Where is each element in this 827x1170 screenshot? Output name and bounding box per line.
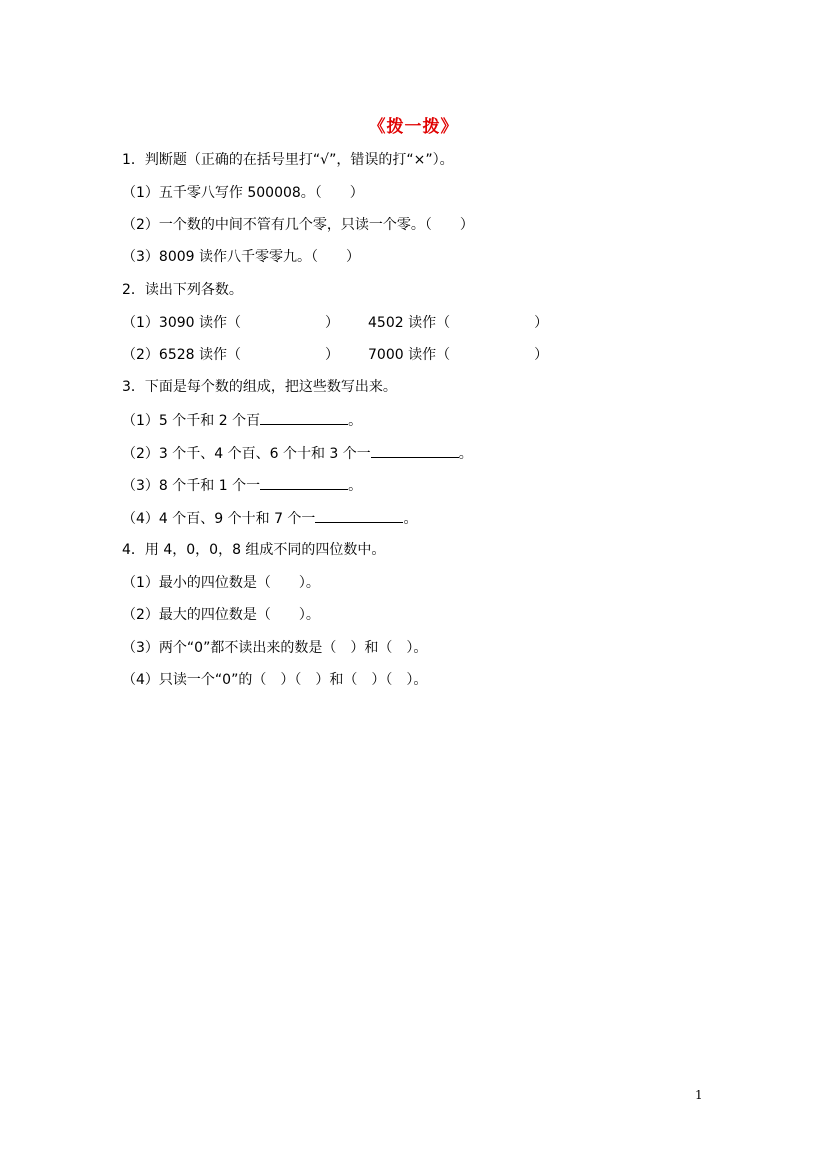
answer-blank[interactable] [260, 410, 348, 425]
question-1-item-2: （2）一个数的中间不管有几个零，只读一个零。（ ） [122, 217, 474, 233]
question-3-item-4-end: 。 [403, 511, 418, 527]
question-2-row-1-right: 4502 读作（ ） [368, 315, 549, 331]
question-4-heading: 4．用 4，0，0，8 组成不同的四位数中。 [122, 542, 386, 558]
question-3-item-1 [122, 410, 362, 431]
question-4-item-4: （4）只读一个“0”的（ ）（ ）和（ ）（ ）。 [122, 672, 428, 688]
question-3-heading: 3．下面是每个数的组成，把这些数写出来。 [122, 379, 397, 395]
question-2-row-2-right: 7000 读作（ ） [368, 347, 549, 363]
answer-blank[interactable] [315, 508, 403, 523]
question-3-item-4 [122, 508, 417, 529]
page-number: 1 [695, 1088, 703, 1102]
question-3-item-3-end: 。 [348, 478, 363, 494]
question-3-item-1-end: 。 [348, 413, 363, 429]
question-4-item-3: （3）两个“0”都不读出来的数是（ ）和（ ）。 [122, 640, 428, 656]
question-3-item-2 [122, 443, 473, 464]
question-2-row-2-left: （2）6528 读作（ ） [122, 347, 339, 363]
answer-blank[interactable] [371, 443, 459, 458]
question-1-item-1: （1）五千零八写作 500008。（ ） [122, 185, 364, 201]
question-1-item-3: （3）8009 读作八千零零九。（ ） [122, 249, 360, 265]
question-2-row-1-left: （1）3090 读作（ ） [122, 315, 339, 331]
question-2-heading: 2．读出下列各数。 [122, 282, 243, 298]
question-4-item-2: （2）最大的四位数是（ ）。 [122, 607, 320, 623]
answer-blank[interactable] [260, 475, 348, 490]
question-1-heading: 1．判断题（正确的在括号里打“√”，错误的打“×”）。 [122, 152, 454, 168]
question-3-item-4-text: （4）4 个百、9 个十和 7 个一 [122, 511, 316, 527]
page-title: 《拨一拨》 [368, 117, 459, 137]
question-3-item-3 [122, 475, 362, 496]
question-3-item-1-text: （1）5 个千和 2 个百 [122, 413, 261, 429]
question-3-item-2-end: 。 [458, 446, 473, 462]
question-3-item-3-text: （3）8 个千和 1 个一 [122, 478, 261, 494]
question-3-item-2-text: （2）3 个千、4 个百、6 个十和 3 个一 [122, 446, 371, 462]
question-4-item-1: （1）最小的四位数是（ ）。 [122, 575, 320, 591]
